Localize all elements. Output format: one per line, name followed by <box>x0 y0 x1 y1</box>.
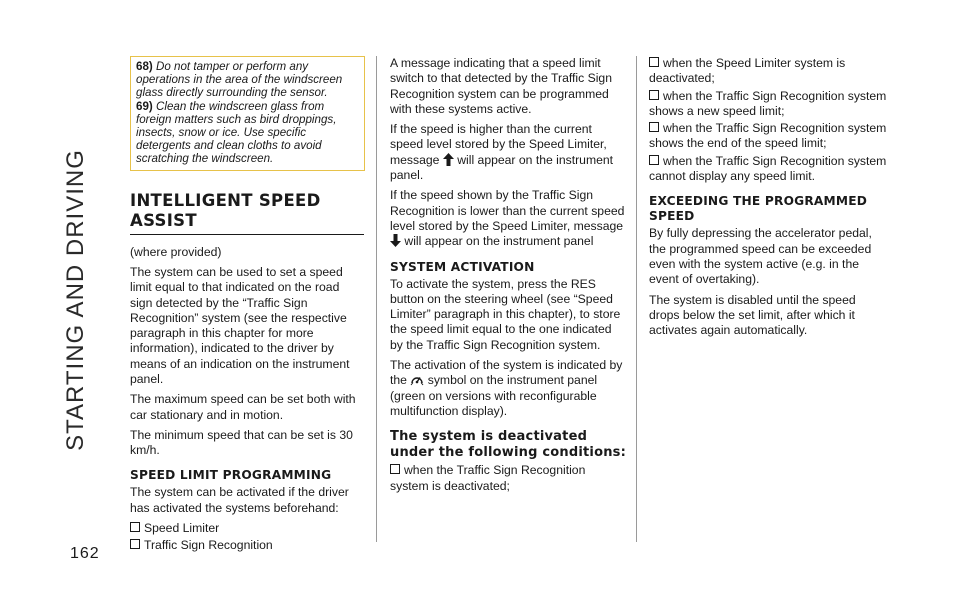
warning-number: 69) <box>136 99 153 113</box>
exceeding-title: EXCEEDING THE PROGRAMMED SPEED <box>649 194 868 224</box>
warning-68 <box>136 60 359 100</box>
column-2 <box>390 56 626 496</box>
column-1 <box>130 56 364 556</box>
bullet-item: Speed Limiter <box>130 521 364 536</box>
arrow-down-icon <box>390 234 401 247</box>
checkbox-bullet-icon <box>390 464 400 474</box>
chapter-title: STARTING AND DRIVING <box>62 149 89 451</box>
bullet-item: when the Speed Limiter system is deactivated; <box>649 56 846 86</box>
arrow-up-icon <box>443 153 454 166</box>
exceeding-p1: By fully depressing the accelerator pedal, the programmed speed can be exceeded even with the system active (e.g. in the event of overtaking). <box>649 226 872 287</box>
programming-p1: A message indicating that a speed limit switch to that detected by the Traffic Sign Recognition system can be programmed with these systems active. <box>390 56 612 116</box>
activation-title: SYSTEM ACTIVATION <box>390 259 535 274</box>
warning-text: Do not tamper or perform any operations in the area of the windscreen glass directly surrounding the sensor. <box>136 60 343 100</box>
page-number: 162 <box>70 545 100 562</box>
bullet-item: when the Traffic Sign Recognition system is deactivated; <box>390 463 586 493</box>
warning-number: 68) <box>136 60 153 73</box>
bullet-item: Traffic Sign Recognition <box>130 538 364 553</box>
speed-limiter-icon <box>410 373 424 386</box>
bullet-item: when the Traffic Sign Recognition system shows a new speed limit; <box>649 88 887 118</box>
checkbox-bullet-icon <box>649 122 659 132</box>
where-provided: (where provided) <box>130 244 222 259</box>
column-3 <box>649 56 889 343</box>
intro-paragraph: The system can be used to set a speed limit equal to that indicated on the road sign detected by the “Traffic Sign Recognition” system (see the respective paragraph in this chapter for more information), indicated to the driver by means of an indication on the instrument panel. <box>130 264 350 386</box>
activation-p1: To activate the system, press the RES button on the steering wheel (see “Speed Limiter” paragraph in this chapter), to store the speed limit equal to the one indicated by the Traffic Sign Recognition system. <box>390 276 621 352</box>
programming-p3: If the speed shown by the Traffic Sign Recognition is lower than the current speed level stored by the Speed Limiter, message will appear on the instrument panel <box>390 188 625 249</box>
column-divider <box>376 56 377 542</box>
checkbox-bullet-icon <box>130 522 140 532</box>
min-speed-paragraph: The minimum speed that can be set is 30 km/h. <box>130 427 353 458</box>
deactivation-title: The system is deactivated under the following conditions: <box>390 429 627 461</box>
activation-p2: The activation of the system is indicated by the symbol on the instrument panel (green on versions with reconfigurable multifunction display). <box>390 358 623 418</box>
section-title: INTELLIGENT SPEED ASSIST <box>130 191 364 235</box>
programming-title: SPEED LIMIT PROGRAMMING <box>130 468 332 483</box>
warning-text: Clean the windscreen glass from foreign matters such as bird droppings, insects, snow or ice. Use specific detergents and clean cloths to avoid scratching the windscreen. <box>136 99 337 166</box>
column-divider <box>636 56 637 542</box>
programming-p2: If the speed is higher than the current speed level stored by the Speed Limiter, message will appear on the instrument panel. <box>390 122 614 183</box>
programming-intro: The system can be activated if the driver has activated the systems beforehand: <box>130 485 349 515</box>
warning-69 <box>136 100 359 166</box>
max-speed-paragraph: The maximum speed can be set both with car stationary and in motion. <box>130 392 356 422</box>
checkbox-bullet-icon <box>130 539 140 549</box>
warning-box <box>130 56 365 171</box>
bullet-item: when the Traffic Sign Recognition system cannot display any speed limit. <box>649 153 887 184</box>
exceeding-p2: The system is disabled until the speed drops below the set limit, after which it activates again automatically. <box>649 292 856 338</box>
checkbox-bullet-icon <box>649 90 659 100</box>
checkbox-bullet-icon <box>649 155 659 165</box>
checkbox-bullet-icon <box>649 57 659 67</box>
bullet-item: when the Traffic Sign Recognition system shows the end of the speed limit; <box>649 121 887 151</box>
